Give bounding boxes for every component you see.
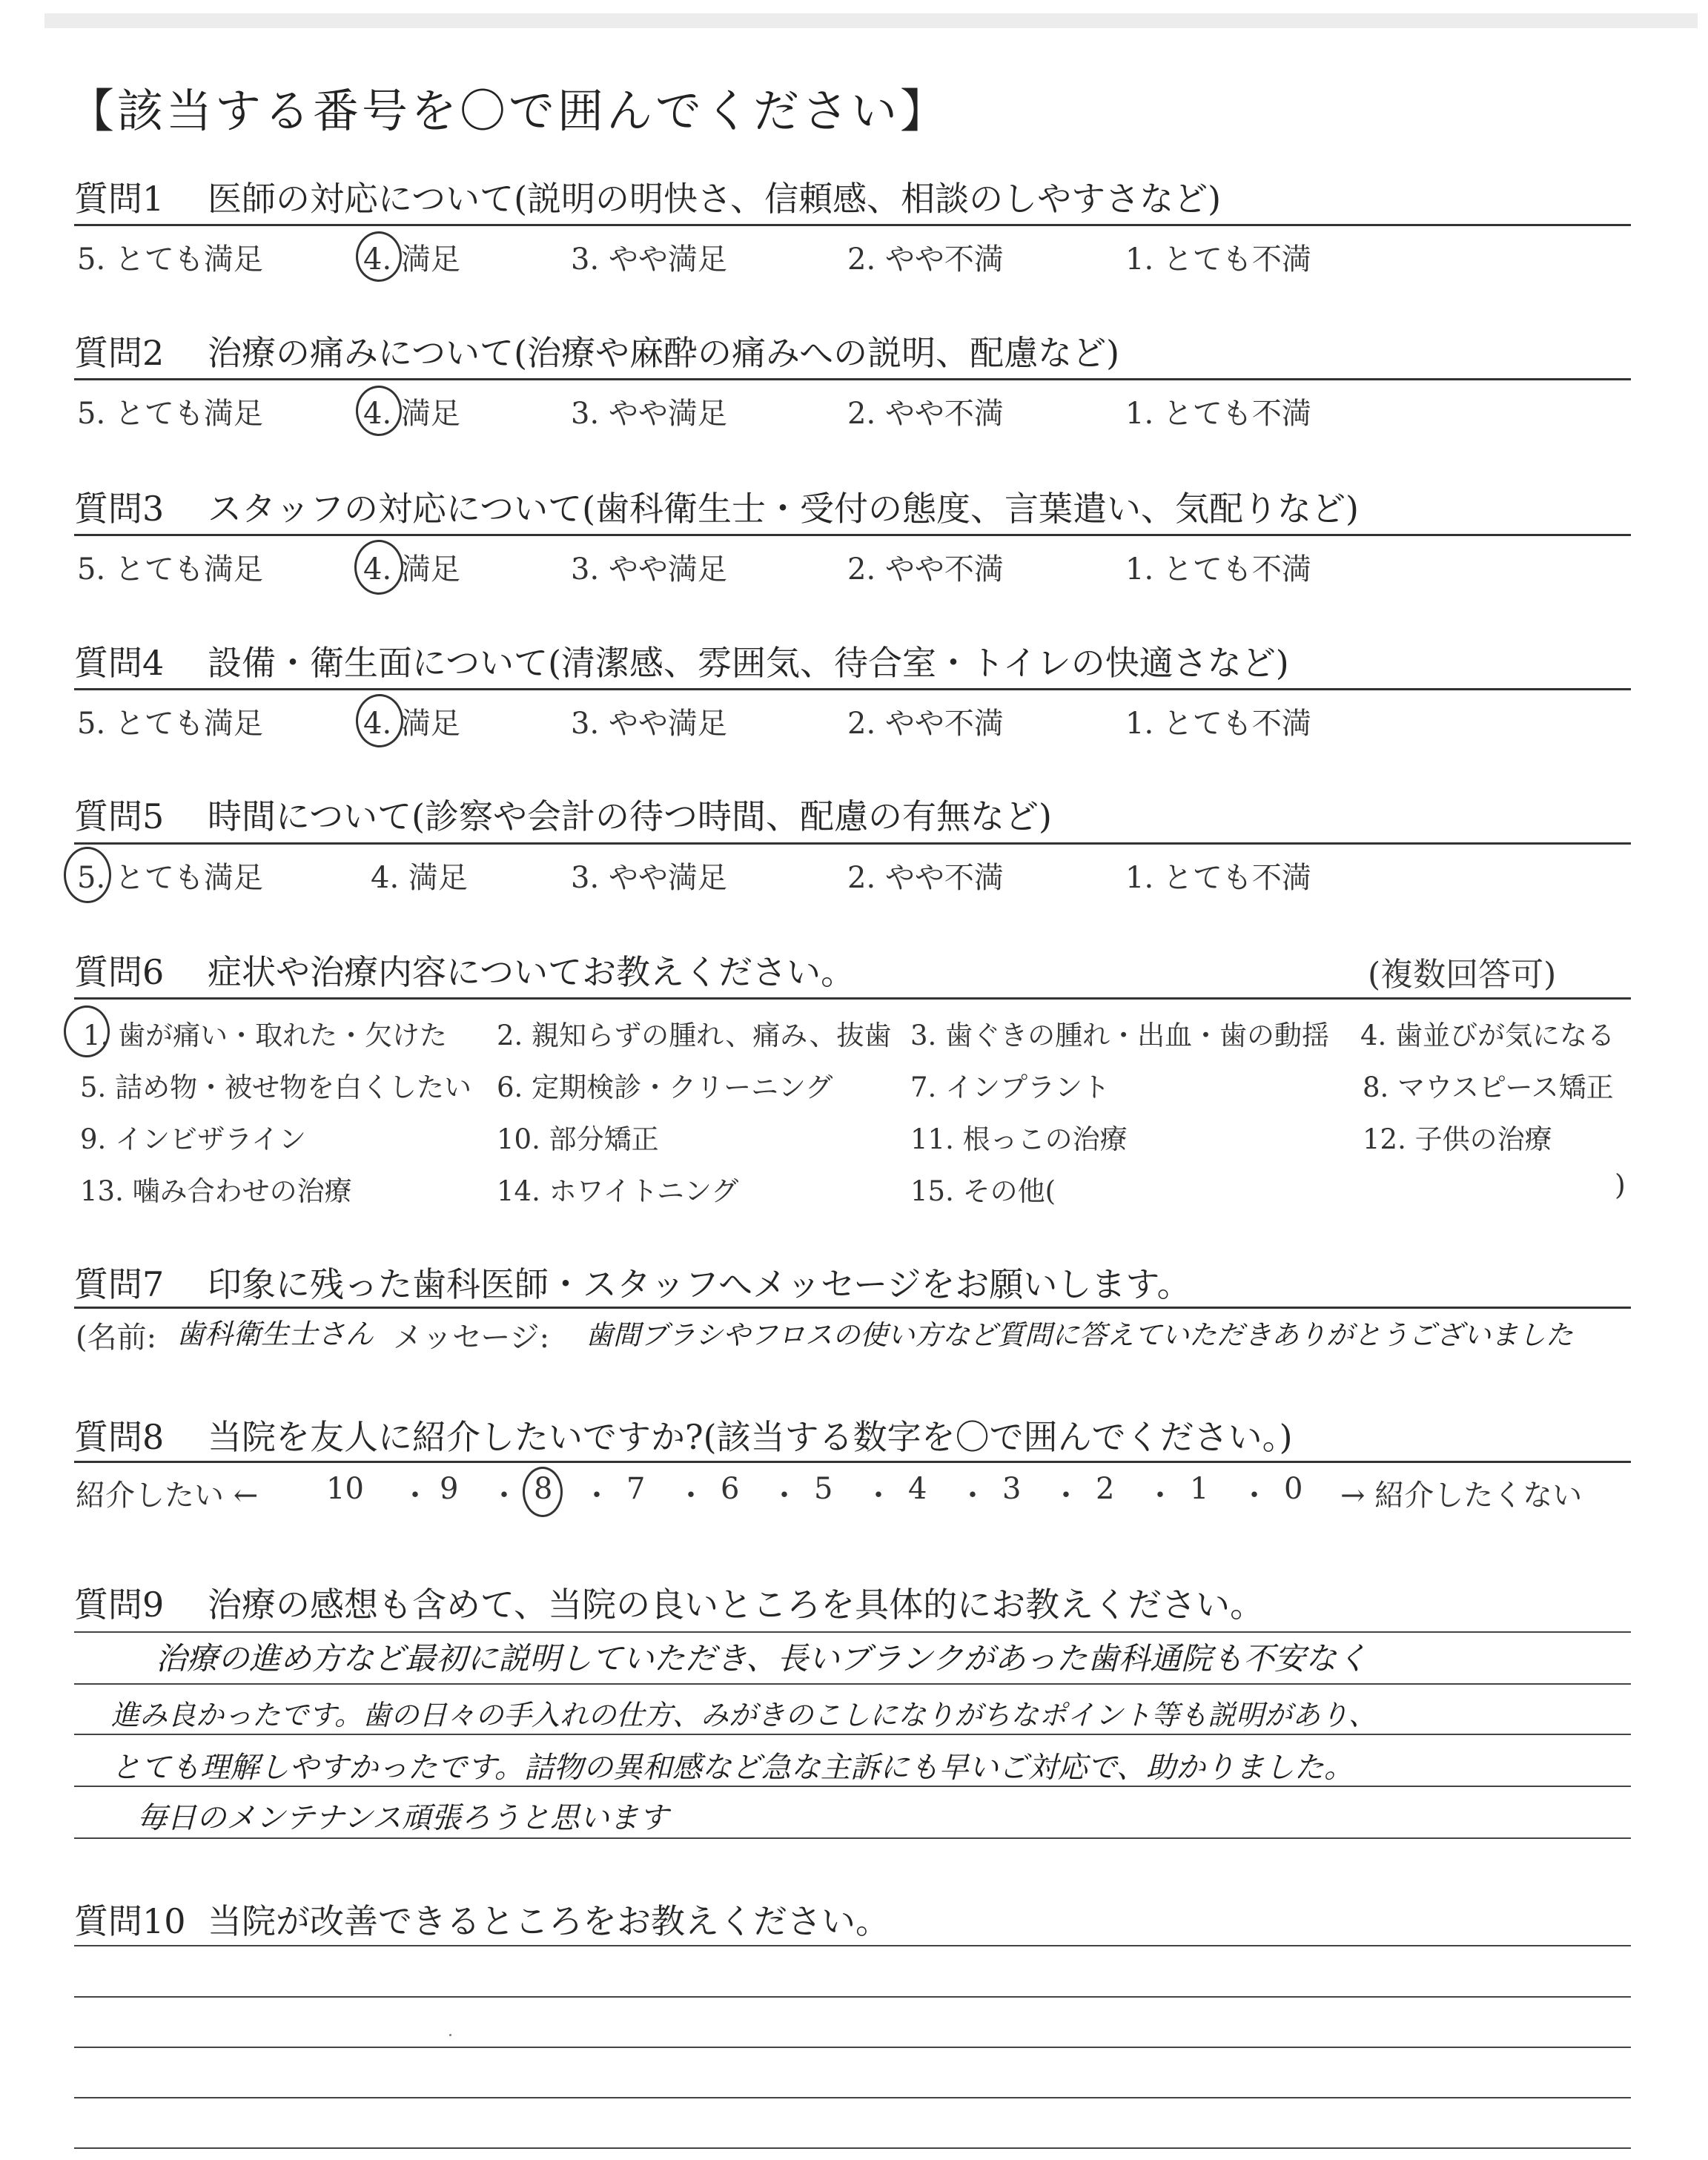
handwritten-answer-line-2[interactable]: 進み良かったです。歯の日々の手入れの仕方、みがきのこしになりがちなポイント等も説明があり、 bbox=[111, 1699, 1377, 1731]
question-text: 時間について(診察や会計の待つ時間、配慮の有無など) bbox=[208, 796, 1052, 836]
question-text: 当院を友人に紹介したいですか?(該当する数字を〇で囲んでください。) bbox=[208, 1417, 1293, 1457]
option-2[interactable]: 2. やや不満 bbox=[847, 707, 1004, 741]
scale-7[interactable]: 7 bbox=[626, 1472, 646, 1506]
question-number: 質問2 bbox=[74, 333, 165, 373]
scale-2[interactable]: 2 bbox=[1096, 1472, 1115, 1506]
handwritten-name[interactable]: 歯科衛生士さん bbox=[176, 1318, 374, 1350]
question-text: 治療の痛みについて(治療や麻酔の痛みへの説明、配慮など) bbox=[208, 333, 1120, 373]
name-label: (名前: bbox=[76, 1321, 157, 1355]
answer-circle-mark bbox=[354, 540, 403, 595]
handwritten-answer-line-1[interactable]: 治療の進め方など最初に説明していただき、長いブランクがあった歯科通院も不安なく bbox=[156, 1640, 1368, 1677]
symptom-item-14[interactable]: 14. ホワイトニング bbox=[497, 1175, 739, 1207]
scale-dot: ・ bbox=[1051, 1479, 1081, 1513]
scale-8[interactable]: 8 bbox=[534, 1472, 553, 1506]
symptom-item-1[interactable]: 1. 歯が痛い・取れた・欠けた bbox=[83, 1020, 448, 1051]
question-underline bbox=[74, 1307, 1631, 1309]
option-5[interactable]: 5. とても満足 bbox=[77, 707, 263, 741]
option-3[interactable]: 3. やや満足 bbox=[571, 397, 727, 431]
question-number: 質問10 bbox=[74, 1901, 186, 1941]
question-number: 質問4 bbox=[74, 643, 165, 683]
scale-dot: ・ bbox=[489, 1479, 519, 1513]
symptom-item-6[interactable]: 6. 定期検診・クリーニング bbox=[497, 1071, 833, 1103]
question-text: 症状や治療内容についてお教えください。 bbox=[208, 952, 855, 992]
symptom-item-10[interactable]: 10. 部分矯正 bbox=[497, 1123, 659, 1155]
option-2[interactable]: 2. やや不満 bbox=[847, 242, 1004, 277]
option-2[interactable]: 2. やや不満 bbox=[847, 861, 1004, 895]
question-9 bbox=[74, 1578, 1631, 1627]
option-2[interactable]: 2. やや不満 bbox=[847, 397, 1004, 431]
question-text: 印象に残った歯科医師・スタッフへメッセージをお願いします。 bbox=[208, 1264, 1191, 1304]
question-4 bbox=[74, 636, 1631, 685]
question-number: 質問9 bbox=[74, 1585, 165, 1625]
scale-dot: ・ bbox=[400, 1479, 430, 1513]
option-4[interactable]: 4. 満足 bbox=[363, 242, 460, 277]
handwritten-answer-line-3[interactable]: とても理解しやすかったです。詰物の異和感など急な主訴にも早いご対応で、助かりました。 bbox=[111, 1751, 1354, 1785]
answer-line bbox=[74, 1837, 1631, 1839]
scale-5[interactable]: 5 bbox=[814, 1472, 833, 1506]
question-number: 質問7 bbox=[74, 1264, 165, 1304]
option-3[interactable]: 3. やや満足 bbox=[571, 861, 727, 895]
question-10 bbox=[74, 1895, 1631, 1943]
symptom-item-12[interactable]: 12. 子供の治療 bbox=[1363, 1123, 1552, 1155]
recommend-left-label: 紹介したい ← bbox=[76, 1479, 259, 1513]
question-underline bbox=[74, 842, 1631, 845]
symptom-item-11[interactable]: 11. 根っこの治療 bbox=[910, 1123, 1128, 1155]
answer-circle-mark bbox=[356, 231, 402, 282]
option-5[interactable]: 5. とても満足 bbox=[77, 861, 263, 895]
question-underline bbox=[74, 688, 1631, 690]
option-1[interactable]: 1. とても不満 bbox=[1125, 552, 1311, 587]
answer-line bbox=[74, 1734, 1631, 1735]
option-5[interactable]: 5. とても満足 bbox=[77, 242, 263, 277]
question-text: 当院が改善できるところをお教えください。 bbox=[208, 1901, 890, 1941]
option-1[interactable]: 1. とても不満 bbox=[1125, 707, 1311, 741]
handwritten-message[interactable]: 歯間ブラシやフロスの使い方など質問に答えていただきありがとうございました bbox=[586, 1319, 1573, 1351]
scale-6[interactable]: 6 bbox=[721, 1472, 740, 1506]
symptom-item-9[interactable]: 9. インビザライン bbox=[80, 1123, 306, 1155]
answer-circle-mark bbox=[64, 847, 111, 903]
option-5[interactable]: 5. とても満足 bbox=[77, 552, 263, 587]
scale-dot: ・ bbox=[769, 1479, 799, 1513]
answer-line bbox=[74, 1996, 1631, 1998]
answer-line bbox=[74, 1631, 1631, 1633]
answer-line bbox=[74, 2097, 1631, 2098]
multiple-answers-note: (複数回答可) bbox=[1368, 956, 1557, 994]
question-underline bbox=[74, 534, 1631, 536]
question-text: 設備・衛生面について(清潔感、雰囲気、待合室・トイレの快適さなど) bbox=[208, 643, 1289, 683]
answer-circle-mark bbox=[523, 1467, 563, 1517]
option-3[interactable]: 3. やや満足 bbox=[571, 707, 727, 741]
symptom-item-3[interactable]: 3. 歯ぐきの腫れ・出血・歯の動揺 bbox=[910, 1020, 1330, 1051]
scale-1[interactable]: 1 bbox=[1190, 1472, 1209, 1506]
scale-dot: ・ bbox=[582, 1479, 612, 1513]
question-underline bbox=[74, 224, 1631, 226]
question-underline bbox=[74, 378, 1631, 380]
symptom-item-4[interactable]: 4. 歯並びが気になる bbox=[1360, 1020, 1615, 1051]
handwritten-answer-line-4[interactable]: 毎日のメンテナンス頑張ろうと思います bbox=[137, 1801, 669, 1835]
answer-circle-mark bbox=[356, 694, 403, 747]
scale-9[interactable]: 9 bbox=[440, 1472, 459, 1506]
scale-10[interactable]: 10 bbox=[326, 1472, 364, 1506]
option-1[interactable]: 1. とても不満 bbox=[1125, 397, 1311, 431]
scale-dot: ・ bbox=[1145, 1479, 1175, 1513]
question-8 bbox=[74, 1410, 1631, 1459]
symptom-item-2[interactable]: 2. 親知らずの腫れ、痛み、抜歯 bbox=[497, 1020, 892, 1051]
option-5[interactable]: 5. とても満足 bbox=[77, 397, 263, 431]
scale-0[interactable]: 0 bbox=[1284, 1472, 1303, 1506]
answer-circle-mark bbox=[356, 386, 402, 436]
answer-line bbox=[74, 2147, 1631, 2149]
symptom-item-15[interactable]: 15. その他( bbox=[910, 1175, 1056, 1207]
option-1[interactable]: 1. とても不満 bbox=[1125, 861, 1311, 895]
other-field-close: ) bbox=[1615, 1169, 1626, 1201]
scale-4[interactable]: 4 bbox=[908, 1472, 927, 1506]
scan-speck bbox=[449, 2034, 451, 2036]
question-5 bbox=[74, 790, 1631, 839]
symptom-item-13[interactable]: 13. 噛み合わせの治療 bbox=[80, 1175, 352, 1207]
scale-dot: ・ bbox=[676, 1479, 706, 1513]
option-2[interactable]: 2. やや不満 bbox=[847, 552, 1004, 587]
scale-dot: ・ bbox=[1239, 1479, 1269, 1513]
question-number: 質問8 bbox=[74, 1417, 165, 1457]
option-1[interactable]: 1. とても不満 bbox=[1125, 242, 1311, 277]
symptom-item-8[interactable]: 8. マウスピース矯正 bbox=[1363, 1071, 1614, 1103]
form-header: 【該当する番号を〇で囲んでください】 bbox=[68, 84, 950, 138]
question-text: 治療の感想も含めて、当院の良いところを具体的にお教えください。 bbox=[208, 1585, 1265, 1625]
question-2 bbox=[74, 326, 1631, 375]
scale-dot: ・ bbox=[958, 1479, 987, 1513]
question-number: 質問5 bbox=[74, 796, 165, 836]
question-underline bbox=[74, 1461, 1631, 1463]
option-3[interactable]: 3. やや満足 bbox=[571, 242, 727, 277]
option-4[interactable]: 4. 満足 bbox=[363, 707, 460, 741]
question-1 bbox=[74, 172, 1631, 221]
scan-top-edge bbox=[44, 13, 1698, 28]
answer-line bbox=[74, 1786, 1631, 1787]
message-label: メッセージ: bbox=[393, 1321, 550, 1355]
answer-line bbox=[74, 1945, 1631, 1946]
question-number: 質問3 bbox=[74, 489, 165, 529]
question-text: スタッフの対応について(歯科衛生士・受付の態度、言葉遣い、気配りなど) bbox=[208, 489, 1359, 529]
symptom-item-5[interactable]: 5. 詰め物・被せ物を白くしたい bbox=[80, 1071, 472, 1103]
symptom-item-7[interactable]: 7. インプラント bbox=[910, 1071, 1110, 1103]
option-4[interactable]: 4. 満足 bbox=[371, 861, 468, 895]
answer-line bbox=[74, 2047, 1631, 2048]
recommend-right-label: → 紹介したくない bbox=[1340, 1479, 1583, 1513]
option-4[interactable]: 4. 満足 bbox=[363, 397, 460, 431]
question-3 bbox=[74, 482, 1631, 531]
answer-circle-mark bbox=[64, 1005, 110, 1057]
answer-line bbox=[74, 1683, 1631, 1685]
scale-dot: ・ bbox=[864, 1479, 893, 1513]
question-underline bbox=[74, 997, 1631, 1000]
scale-3[interactable]: 3 bbox=[1002, 1472, 1022, 1506]
question-text: 医師の対応について(説明の明快さ、信頼感、相談のしやすさなど) bbox=[208, 179, 1222, 219]
option-3[interactable]: 3. やや満足 bbox=[571, 552, 727, 587]
option-4[interactable]: 4. 満足 bbox=[363, 552, 460, 587]
question-number: 質問6 bbox=[74, 952, 165, 992]
question-number: 質問1 bbox=[74, 179, 165, 219]
question-7 bbox=[74, 1258, 1631, 1307]
